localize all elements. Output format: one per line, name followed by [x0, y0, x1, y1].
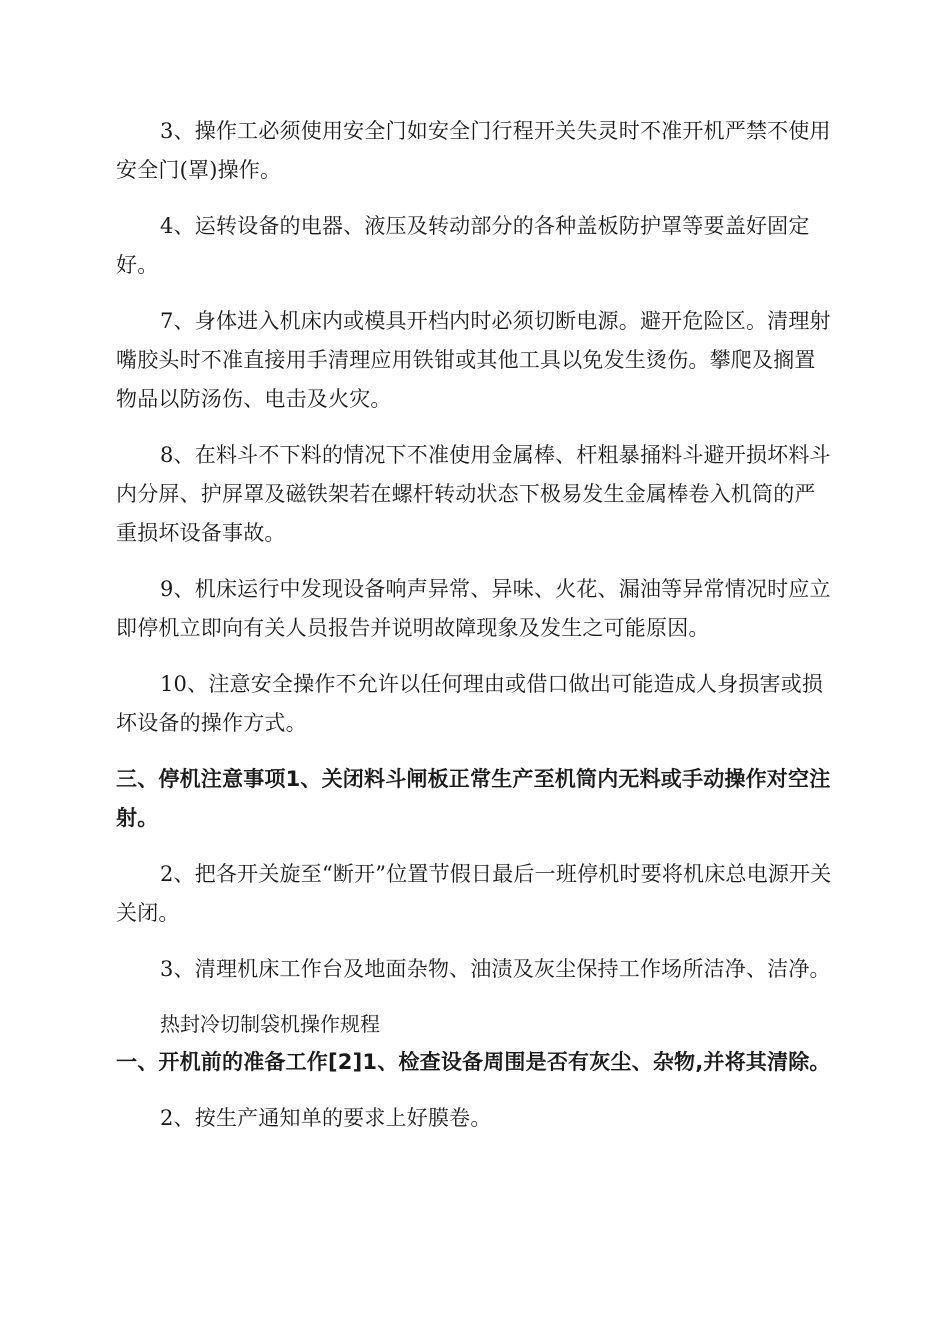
paragraph-abnormal-stop: 9、机床运行中发现设备响声异常、异味、火花、漏油等异常情况时应立即停机立即向有关人员报告并说明故障现象及发生之可能原因。 [116, 577, 831, 640]
section-shutdown-heading: 三、停机注意事项1、关闭料斗闸板正常生产至机筒内无料或手动操作对空注射。 [116, 767, 831, 830]
paragraph-safe-operation: 10、注意安全操作不允许以任何理由或借口做出可能造成人身损害或损坏设备的操作方式。 [116, 672, 824, 735]
paragraph-switch-off: 2、把各开关旋至“断开”位置节假日最后一班停机时要将机床总电源开关关闭。 [116, 862, 832, 925]
document-page [116, 112, 834, 1138]
document-subtitle: 热封冷切制袋机操作规程 [160, 1012, 380, 1036]
paragraph-cover-guards: 4、运转设备的电器、液压及转动部分的各种盖板防护罩等要盖好固定好。 [116, 214, 810, 277]
paragraph-safety-door: 3、操作工必须使用安全门如安全门行程开关失灵时不准开机严禁不使用安全门(罩)操作。 [116, 119, 831, 182]
paragraph-clean-workplace: 3、清理机床工作台及地面杂物、油渍及灰尘保持工作场所洁净、洁净。 [160, 957, 831, 981]
section-preparation-heading: 一、开机前的准备工作[2]1、检查设备周围是否有灰尘、杂物,并将其清除。 [116, 1050, 831, 1074]
paragraph-power-off: 7、身体进入机床内或模具开档内时必须切断电源。避开危险区。清理射嘴胶头时不准直接用手清理应用铁钳或其他工具以免发生烫伤。攀爬及搁置物品以防汤伤、电击及火灾。 [116, 309, 831, 411]
paragraph-hopper: 8、在料斗不下料的情况下不准使用金属棒、杆粗暴捅料斗避开损坏料斗内分屏、护屏罩及磁铁架若在螺杆转动状态下极易发生金属棒卷入机筒的严重损坏设备事故。 [116, 443, 831, 545]
paragraph-load-film: 2、按生产通知单的要求上好膜卷。 [160, 1106, 492, 1130]
